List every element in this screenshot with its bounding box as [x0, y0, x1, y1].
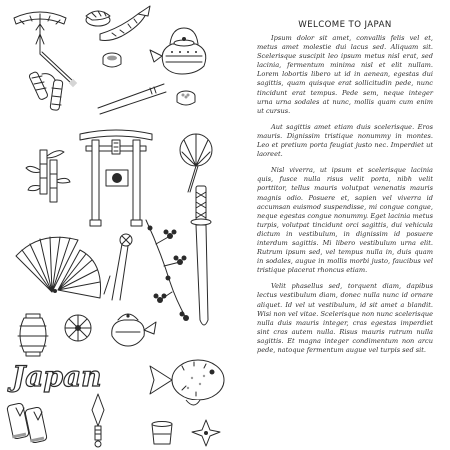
chopsticks-icon: [98, 84, 166, 114]
teapot-icon: [150, 28, 206, 74]
round-fan-icon: [180, 134, 212, 192]
hairpin-icon: [104, 234, 132, 300]
page-title: WELCOME TO JAPAN: [298, 20, 392, 30]
sakura-branch-icon: [146, 220, 189, 321]
bamboo-icon: [26, 150, 70, 202]
geta-sandals-icon: [7, 403, 48, 444]
kunai-icon: [92, 394, 104, 447]
paragraph-2: Aut sagittis amet etiam duis scelerisque. Eros mauris. Dignissim tristique nonummy in montes. Leo et pretium porta feugiat justo nec. Imperdiet ut laoreet.: [257, 122, 433, 159]
japan-lettering: [7, 360, 101, 393]
paragraph-1: Ipsum dolor sit amet, convallis felis vel et, metus amet molestie dui lacus sed. Aliquam sit. Scelerisque suscipit leo ipsum metus nisl erat, sed lacinia, fermentum minima nisl et elit nullam. Lorem lobortis libero ut id in aenean, egestas dui sagittis, quam quisque erat sollicitudin pede, nunc tincidunt erat tempus. Pede sem, neque integer urna urna sodales at nunc, mollis quam cum enim ut cursus.: [257, 34, 433, 115]
torii-gate-icon: [80, 130, 152, 226]
article-column: [257, 20, 433, 362]
sake-cup-icon: [152, 422, 172, 445]
paragraph-3: Nisl viverra, ut ipsum et scelerisque lacinia quis, fusce nulla risus velit porta, nibh velit porttitor, tellus mauris volutpat venenatis mauris magnis odio. Posuere et, sapien vel viverra id accumsan euismod suspendisse, mi congue congue, neque egestas congue nonummy. Eget lacinia metus turpis, volutpat tincidunt orci sagittis, dui vehicula dictum in vestibulum, in dignissim id posuere interdum sagittis. Mi libero vestibulum urna elit. Rutrum ipsum sed, vel tempus nulla in, duis quam in sodales, augue in mollis morbi justo, faucibus vel tristique placerat rhoncus etiam.: [257, 166, 433, 275]
ikura-sushi-icon: [177, 91, 195, 105]
japan-lettering-text: Japan: [12, 360, 102, 393]
shuriken-icon: [192, 420, 220, 446]
chrysanthemum-icon: [65, 315, 91, 341]
fugu-fish-icon: [150, 360, 224, 405]
small-teapot-icon: [112, 314, 156, 346]
folding-fan-icon: [16, 237, 101, 298]
maki-roll-icon: [103, 53, 121, 67]
sushi-icon: [86, 11, 110, 26]
paper-umbrella-icon: [14, 12, 77, 87]
paragraph-4: Velit phasellus sed, torquent diam, dapibus lectus vestibulum diam, donec nulla nunc id ornare aliquet. Id vel ut vestibulum, id sit amet a blandit. Wisi non vel vitae. Scelerisque non nunc scelerisque nulla duis mauris integer, cras egestas imperdiet sint cras autem nulla. Risus mauris rutrum nulla sagittis. Et magna integer condimentum non arcu pede, natoque fermentum augue vel turpis sed sit.: [257, 282, 433, 354]
nunchaku-icon: [28, 71, 63, 110]
katana-icon: [191, 186, 211, 325]
lantern-icon: [18, 314, 48, 356]
